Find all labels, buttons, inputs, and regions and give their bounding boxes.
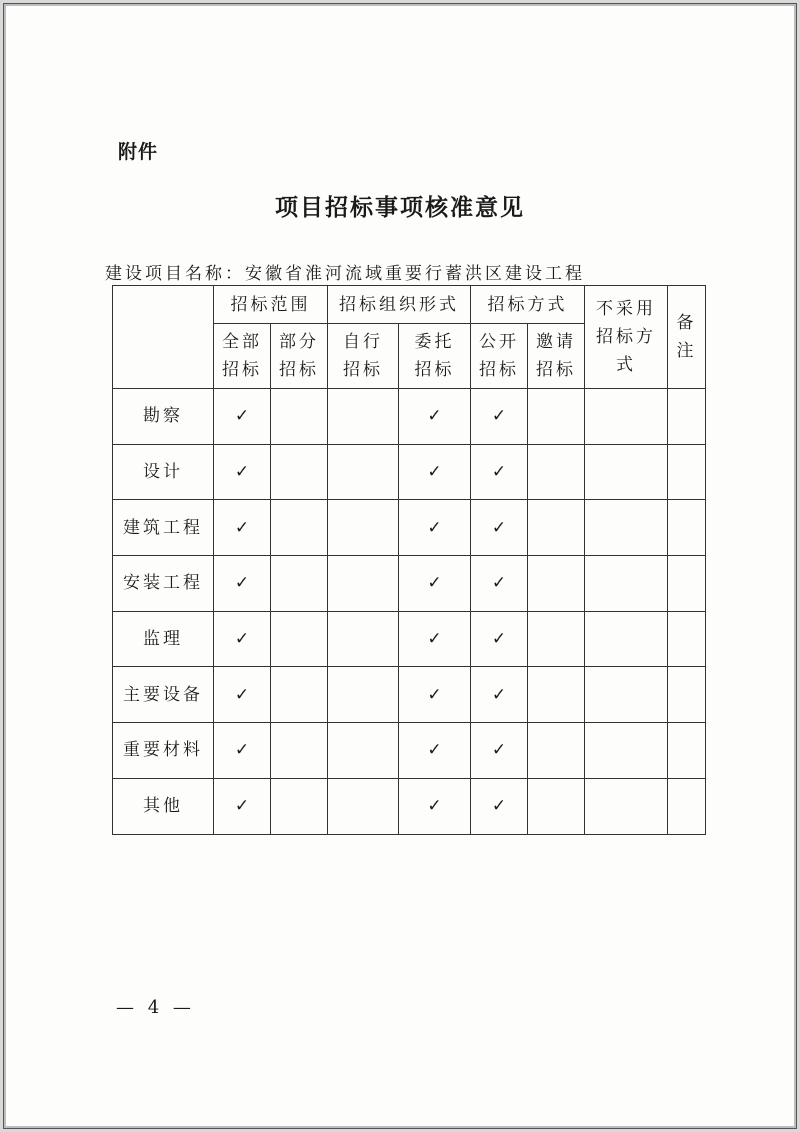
cell-self xyxy=(328,611,399,667)
cell-open xyxy=(471,389,528,445)
table-row xyxy=(113,444,706,500)
cell-partial xyxy=(271,723,328,779)
project-line xyxy=(105,259,585,284)
cell-no-bidding xyxy=(585,556,668,612)
cell-full xyxy=(214,500,271,556)
check-mark-icon: ✓ xyxy=(234,406,250,427)
table-row xyxy=(113,611,706,667)
cell-open xyxy=(471,667,528,723)
cell-self xyxy=(328,444,399,500)
page-title: 项目招标事项核准意见 xyxy=(275,194,525,221)
check-mark-icon: ✓ xyxy=(234,462,250,483)
cell-partial xyxy=(271,667,328,723)
check-mark-icon: ✓ xyxy=(427,517,442,538)
cell-self xyxy=(328,723,399,779)
row-label: 监理 xyxy=(113,611,214,667)
cell-no-bidding xyxy=(585,723,668,779)
check-mark-icon: ✓ xyxy=(234,573,250,594)
check-mark-icon: ✓ xyxy=(234,517,250,538)
row-label: 重要材料 xyxy=(113,723,214,779)
row-label: 勘察 xyxy=(113,389,214,445)
header-no-bidding-line2: 招标方 xyxy=(596,327,656,347)
project-name: 安徽省淮河流域重要行蓄洪区建设工程 xyxy=(245,264,585,284)
check-mark-icon: ✓ xyxy=(234,684,250,705)
check-mark-icon: ✓ xyxy=(491,796,507,817)
cell-full xyxy=(214,444,271,500)
cell-full xyxy=(214,667,271,723)
cell-entrusted xyxy=(399,500,471,556)
sub-header-line2: 招标 xyxy=(479,360,519,380)
table-row xyxy=(113,723,706,779)
table-row xyxy=(113,556,706,612)
check-mark-icon: ✓ xyxy=(491,629,507,650)
sub-header-full xyxy=(214,324,271,389)
check-mark-icon: ✓ xyxy=(491,740,507,761)
sub-header-line2: 招标 xyxy=(222,360,262,380)
cell-entrusted xyxy=(399,556,471,612)
sub-header-line1: 全部 xyxy=(222,332,262,352)
table-row xyxy=(113,778,706,834)
cell-remarks xyxy=(668,611,706,667)
header-no-bidding-line1: 不采用 xyxy=(596,299,656,319)
cell-invited xyxy=(528,444,585,500)
row-label: 主要设备 xyxy=(113,667,214,723)
cell-remarks xyxy=(668,389,706,445)
table-row xyxy=(113,500,706,556)
check-mark-icon: ✓ xyxy=(427,796,442,817)
sub-header-partial xyxy=(271,324,328,389)
check-mark-icon: ✓ xyxy=(491,462,507,483)
cell-self xyxy=(328,778,399,834)
cell-invited xyxy=(528,667,585,723)
cell-invited xyxy=(528,500,585,556)
table-row xyxy=(113,667,706,723)
cell-partial xyxy=(271,500,328,556)
sub-header-line1: 公开 xyxy=(479,332,519,352)
sub-header-line1: 自行 xyxy=(343,332,383,352)
approval-table xyxy=(112,285,706,835)
cell-entrusted xyxy=(399,611,471,667)
check-mark-icon: ✓ xyxy=(427,573,442,594)
check-mark-icon: ✓ xyxy=(491,517,507,538)
attachment-label: 附件 xyxy=(118,141,159,163)
header-remarks xyxy=(668,286,706,389)
cell-remarks xyxy=(668,444,706,500)
sub-header-line2: 招标 xyxy=(279,360,319,380)
check-mark-icon: ✓ xyxy=(234,629,250,650)
document-page xyxy=(3,3,797,1129)
cell-remarks xyxy=(668,500,706,556)
cell-full xyxy=(214,556,271,612)
header-scope: 招标范围 xyxy=(214,286,328,324)
cell-self xyxy=(328,500,399,556)
check-mark-icon: ✓ xyxy=(491,684,507,705)
sub-header-line1: 委托 xyxy=(414,332,455,352)
cell-invited xyxy=(528,556,585,612)
cell-full xyxy=(214,778,271,834)
cell-no-bidding xyxy=(585,778,668,834)
cell-remarks xyxy=(668,667,706,723)
cell-partial xyxy=(271,389,328,445)
header-method: 招标方式 xyxy=(471,286,585,324)
cell-entrusted xyxy=(399,778,471,834)
sub-header-line2: 招标 xyxy=(536,360,576,380)
cell-full xyxy=(214,723,271,779)
check-mark-icon: ✓ xyxy=(427,629,442,650)
sub-header-invited xyxy=(528,324,585,389)
sub-header-entrusted xyxy=(399,324,471,389)
cell-partial xyxy=(271,611,328,667)
cell-entrusted xyxy=(399,389,471,445)
check-mark-icon: ✓ xyxy=(234,740,250,761)
project-label: 建设项目名称： xyxy=(105,264,245,284)
table-row xyxy=(113,389,706,445)
check-mark-icon: ✓ xyxy=(427,740,442,761)
sub-header-line2: 招标 xyxy=(343,360,383,380)
cell-open xyxy=(471,500,528,556)
sub-header-open xyxy=(471,324,528,389)
sub-header-line1: 部分 xyxy=(279,332,319,352)
cell-invited xyxy=(528,611,585,667)
check-mark-icon: ✓ xyxy=(234,796,250,817)
cell-self xyxy=(328,389,399,445)
cell-full xyxy=(214,611,271,667)
cell-partial xyxy=(271,444,328,500)
cell-full xyxy=(214,389,271,445)
corner-cell xyxy=(113,286,214,389)
row-label: 其他 xyxy=(113,778,214,834)
cell-open xyxy=(471,444,528,500)
check-mark-icon: ✓ xyxy=(491,406,507,427)
check-mark-icon: ✓ xyxy=(427,462,442,483)
cell-invited xyxy=(528,389,585,445)
cell-partial xyxy=(271,556,328,612)
cell-open xyxy=(471,556,528,612)
cell-entrusted xyxy=(399,667,471,723)
group-header-row xyxy=(113,286,706,324)
cell-invited xyxy=(528,778,585,834)
sub-header-line2: 招标 xyxy=(414,360,455,380)
check-mark-icon: ✓ xyxy=(427,406,442,427)
cell-partial xyxy=(271,778,328,834)
cell-no-bidding xyxy=(585,667,668,723)
row-label: 设计 xyxy=(113,444,214,500)
check-mark-icon: ✓ xyxy=(491,573,507,594)
sub-header-line1: 邀请 xyxy=(536,332,576,352)
cell-no-bidding xyxy=(585,500,668,556)
cell-open xyxy=(471,723,528,779)
cell-self xyxy=(328,667,399,723)
header-no-bidding-line3: 式 xyxy=(616,355,636,375)
check-mark-icon: ✓ xyxy=(427,684,442,705)
cell-entrusted xyxy=(399,723,471,779)
cell-invited xyxy=(528,723,585,779)
cell-remarks xyxy=(668,778,706,834)
cell-no-bidding xyxy=(585,611,668,667)
cell-remarks xyxy=(668,556,706,612)
row-label: 安装工程 xyxy=(113,556,214,612)
cell-no-bidding xyxy=(585,444,668,500)
page-number: — 4 — xyxy=(116,997,195,1018)
cell-remarks xyxy=(668,723,706,779)
cell-self xyxy=(328,556,399,612)
header-organization: 招标组织形式 xyxy=(328,286,471,324)
sub-header-self xyxy=(328,324,399,389)
row-label: 建筑工程 xyxy=(113,500,214,556)
cell-no-bidding xyxy=(585,389,668,445)
header-no-bidding xyxy=(585,286,668,389)
cell-open xyxy=(471,611,528,667)
header-remarks-line2: 注 xyxy=(676,341,697,361)
cell-open xyxy=(471,778,528,834)
header-remarks-line1: 备 xyxy=(676,313,697,333)
cell-entrusted xyxy=(399,444,471,500)
